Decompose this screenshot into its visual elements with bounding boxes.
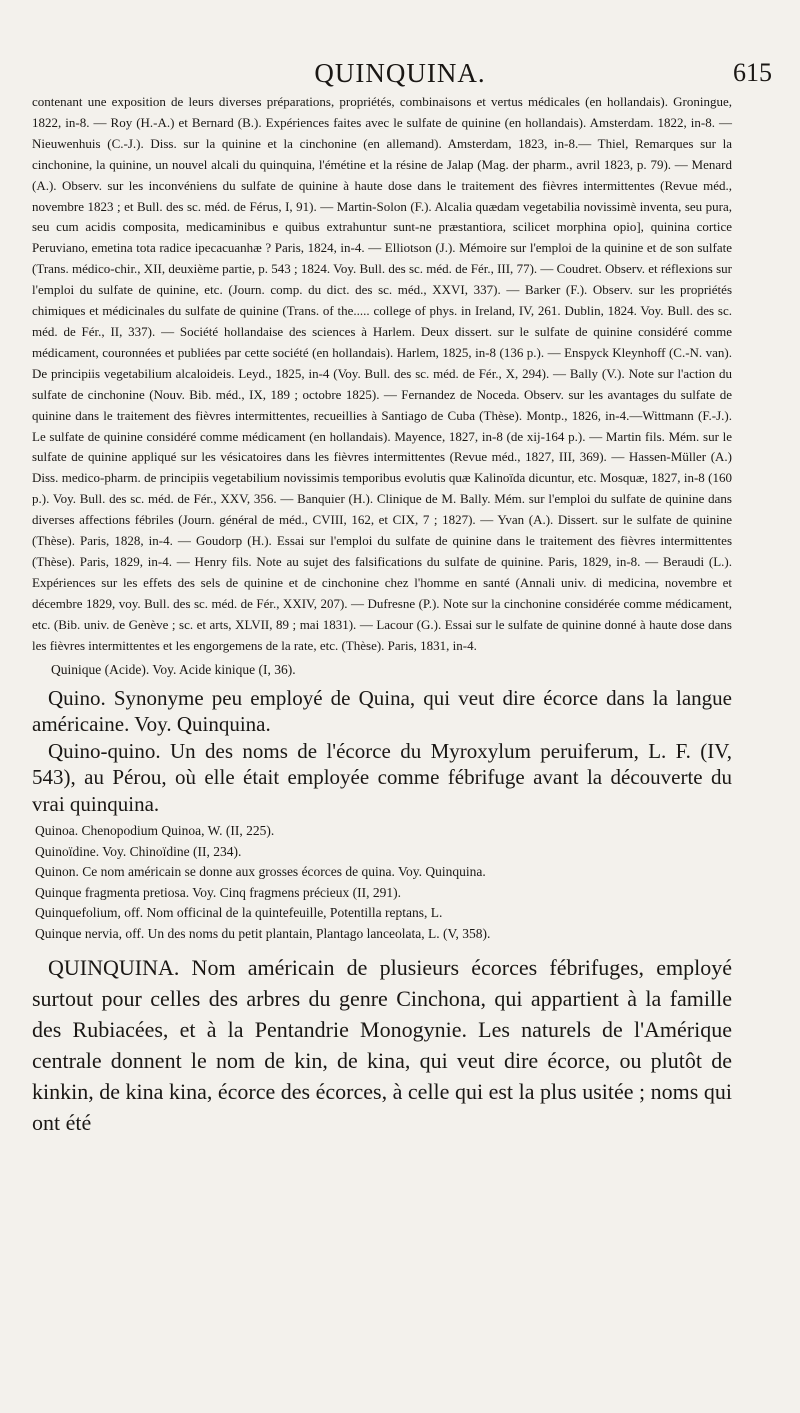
entry-quinquefolium: Quinquefolium, off. Nom officinal de la quintefeuille, Potentilla reptans, L. [35,905,443,921]
entry-quino-quino: Quino-quino. Un des noms de l'écorce du Myroxylum peruiferum, L. F. (IV, 543), au Pérou, où elle était employée comme fébrifuge avant la découverte du vrai quinquina. [32,738,732,816]
page-body [32,92,732,1138]
entry-quinquina: QUINQUINA. Nom américain de plusieurs écorces fébrifuges, employé surtout pour celles des arbres du genre Cinchona, qui appartient à la famille des Rubiacées, et à la Pentandrie Monogynie. Les naturels de l'Amérique centrale donnent le nom de kin, de kina, qui veut dire écorce, ou plutôt de kinkin, de kina kina, écorce des écorces, à celle qui est la plus usitée ; noms qui ont été [32,955,732,1136]
running-title: QUINQUINA. [314,58,486,88]
entry-quinque-nervia: Quinque nervia, off. Un des noms du petit plantain, Plantago lanceolata, L. (V, 358). [35,925,491,941]
entry-quino: Quino. Synonyme peu employé de Quina, qui veut dire écorce dans la langue américaine. Voy. Quinquina. [32,685,732,737]
bibliography-paragraph: contenant une exposition de leurs diverses préparations, propriétés, combinaisons et vertus médicales (en hollandais). Groningue, 1822, in-8. — Roy (H.-A.) et Bernard (B.). Expériences faites avec le sulfate de quinine (en hollandais). Amsterdam. 1822, in-8. — Nieuwenhuis (C.-J.). Diss. sur la quinine et la cinchonine (en allemand). Amsterdam, 1823, in-8.— Thiel, Remarques sur la cinchonine, la quinine, un nouvel alcali du quinquina, l'émétine et la résine de Jalap (Mag. der pharm., avril 1823, p. 79). — Menard (A.). Observ. sur les inconvéniens du sulfate de quinine à haute dose dans le traitement des fièvres intermittentes (Revue méd., novembre 1823 ; et Bull. des sc. méd. de Férus, I, 91). — Martin-Solon (F.). Alcalia quædam vegetabilia novissimè inventa, seu pura, seu cum acidis composita, medicaminibus e quibus extrahuntur sunt-ne præstantiora, scilicet morphina opio], quinina cortice Peruviano, emetina tota radice ipecacuanhæ ? Paris, 1824, in-4. — Elliotson (J.). Mémoire sur l'emploi de la quinine et de son sulfate (Trans. médico-chir., XII, deuxième partie, p. 543 ; 1824. Voy. Bull. des sc. méd. de Fér., III, 77). — Coudret. Observ. et réflexions sur l'emploi du sulfate de quinine, etc. (Journ. comp. du dict. des sc. méd., XXVI, 337). — Barker (F.). Observ. sur les propriétés chimiques et médicinales du sulfate de quinine (Trans. of the..... college of phys. in Ireland, IV, 261. Dublin, 1824. Voy. Bull. des sc. méd. de Fér., II, 337). — Société hollandaise des sciences à Harlem. Deux dissert. sur le sulfate de quinine considéré comme médicament, couronnées et publiées par cette société (en hollandais). Harlem, 1825, in-8 (136 p.). — Enspyck Kleynhoff (C.-N. van). De principiis vegetabilium alcaloideis. Leyd., 1825, in-4 (Voy. Bull. des sc. méd. de Fér., X, 294). — Bally (V.). Note sur l'action du sulfate de cinchonine (Nouv. Bib. méd., IX, 189 ; octobre 1825). — Fernandez de Noceda. Observ. sur les avantages du sulfate de quinine dans le traitement des fièvres intermittentes, recueillies à Santiago de Cuba (Thèse). Montp., 1826, in-4.—Wittmann (F.-J.). Le sulfate de quinine considéré comme médicament (en hollandais). Mayence, 1827, in-8 (de xij-164 p.). — Martin fils. Mém. sur le sulfate de quinine appliqué sur les vésicatoires dans les fièvres intermittentes (Revue méd., 1827, III, 369). — Hassen-Müller (A.) Diss. medico-pharm. de principiis vegetabilium novissimis temporibus evolutis quæ Kalinoïda dicuntur, etc. Mosquæ, 1827, in-8 (160 p.). Voy. Bull. des sc. méd. de Fér., XXV, 356. — Banquier (H.). Clinique de M. Bally. Mém. sur l'emploi du sulfate de quinine dans diverses affections fébriles (Journ. général de méd., CVIII, 162, et CIX, 7 ; 1827). — Yvan (A.). Dissert. sur le sulfate de quinine (Thèse). Paris, 1828, in-4. — Goudorp (H.). Essai sur l'emploi du sulfate de quinine dans le traitement des fièvres intermittentes (Thèse). Paris, 1829, in-4. — Henry fils. Note au sujet des falsifications du sulfate de quinine. Paris, 1829, in-8. — Beraudi (L.). Expériences sur les effets des sels de quinine et de cinchonine chez l'homme en santé (Annali univ. di medicina, novembre et décembre 1829, voy. Bull. des sc. méd. de Fér., XXIV, 207). — Dufresne (P.). Note sur la cinchonine considérée comme médicament, etc. (Bib. univ. de Genève ; sc. et arts, XLVII, 89 ; mai 1831). — Lacour (G.). Essai sur le sulfate de quinine donné à haute dose dans les fièvres intermittentes et les engorgemens de la rate, etc. (Thèse). Paris, 1831, in-4. [32,94,732,653]
entry-quinon: Quinon. Ce nom américain se donne aux grosses écorces de quina. Voy. Quinquina. [35,864,486,880]
page-number: 615 [733,58,772,87]
entry-quinoa: Quinoa. Chenopodium Quinoa, W. (II, 225). [35,823,275,839]
entry-quinque-fragmenta: Quinque fragmenta pretiosa. Voy. Cinq fragmens précieux (II, 291). [35,884,402,900]
entry-quinoidine: Quinoïdine. Voy. Chinoïdine (II, 234). [35,843,242,859]
entry-quinique: Quinique (Acide). Voy. Acide kinique (I, 36). [51,662,296,678]
